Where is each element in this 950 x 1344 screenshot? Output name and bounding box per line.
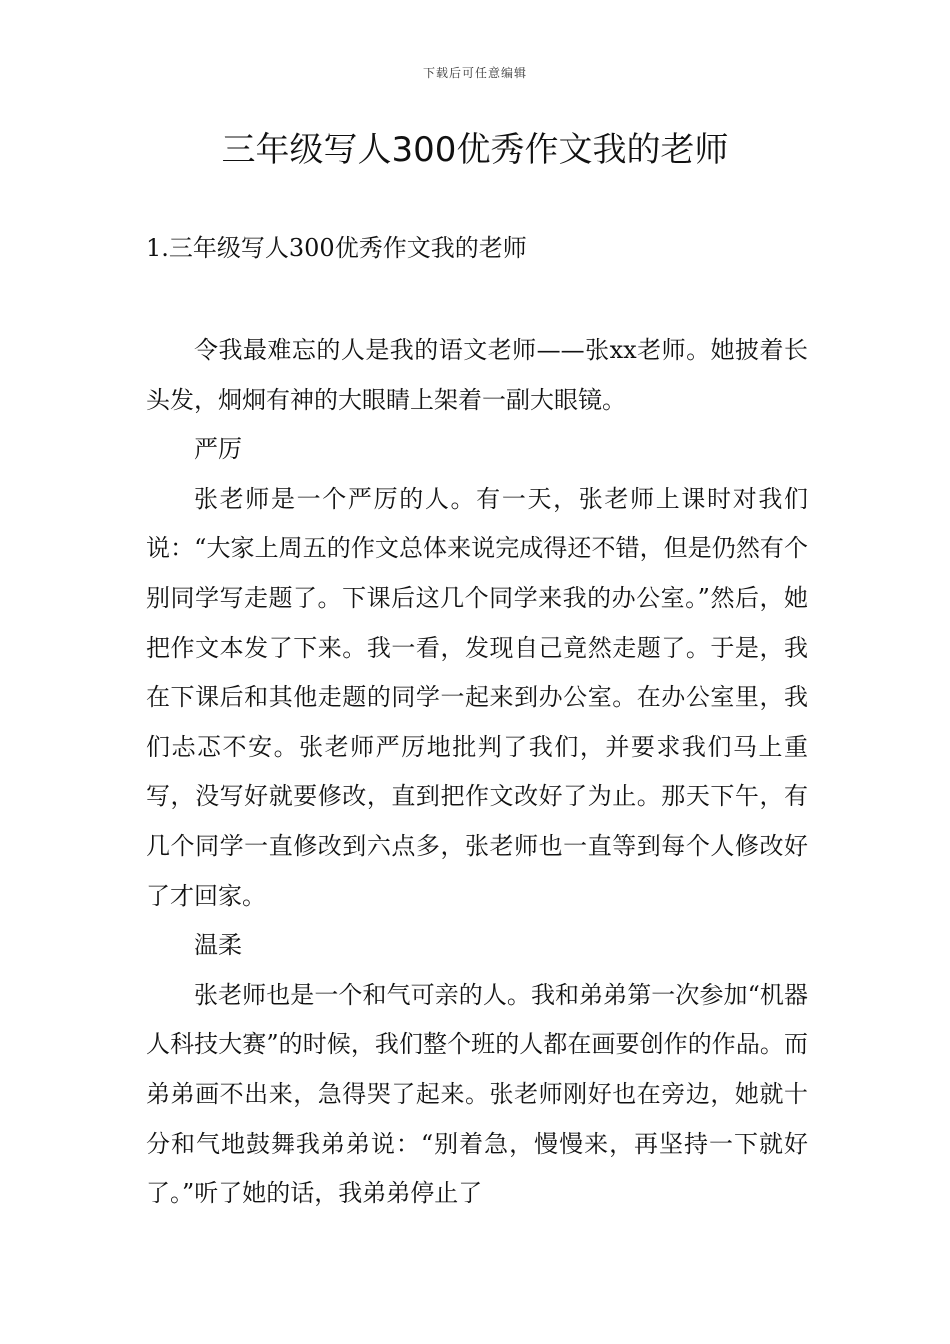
- subheading-gentle: 温柔: [194, 931, 242, 960]
- subheading-strict: 严厉: [194, 435, 242, 464]
- paragraph-gentle: 张老师也是一个和气可亲的人。我和弟弟第一次参加“机器人科技大赛”的时候，我们整个班的人都在画要创作的作品。而弟弟画不出来，急得哭了起来。张老师刚好也在旁边，她就十分和气地鼓舞我弟弟说：“别着急，慢慢来，再坚持一下就好了。”听了她的话，我弟弟停止了: [146, 980, 808, 1208]
- paragraph-intro: 令我最难忘的人是我的语文老师——张xx老师。她披着长头发，炯炯有神的大眼睛上架着一副大眼镜。: [146, 336, 808, 414]
- paragraph-strict: 张老师是一个严厉的人。有一天，张老师上课时对我们说：“大家上周五的作文总体来说完成得还不错，但是仍然有个别同学写走题了。下课后这几个同学来我的办公室。”然后，她把作文本发了下来。我一看，发现自己竟然走题了。于是，我在下课后和其他走题的同学一起来到办公室。在办公室里，我们忐忑不安。张老师严厉地批判了我们，并要求我们马上重写，没写好就要修改，直到把作文改好了为止。那天下午，有几个同学一直修改到六点多，张老师也一直等到每个人修改好了才回家。: [146, 484, 808, 910]
- document-title: 三年级写人300优秀作文我的老师: [221, 130, 729, 170]
- header-note: 下载后可任意编辑: [422, 66, 527, 80]
- body-text: [146, 326, 808, 1219]
- section-heading: 1.三年级写人300优秀作文我的老师: [146, 234, 527, 262]
